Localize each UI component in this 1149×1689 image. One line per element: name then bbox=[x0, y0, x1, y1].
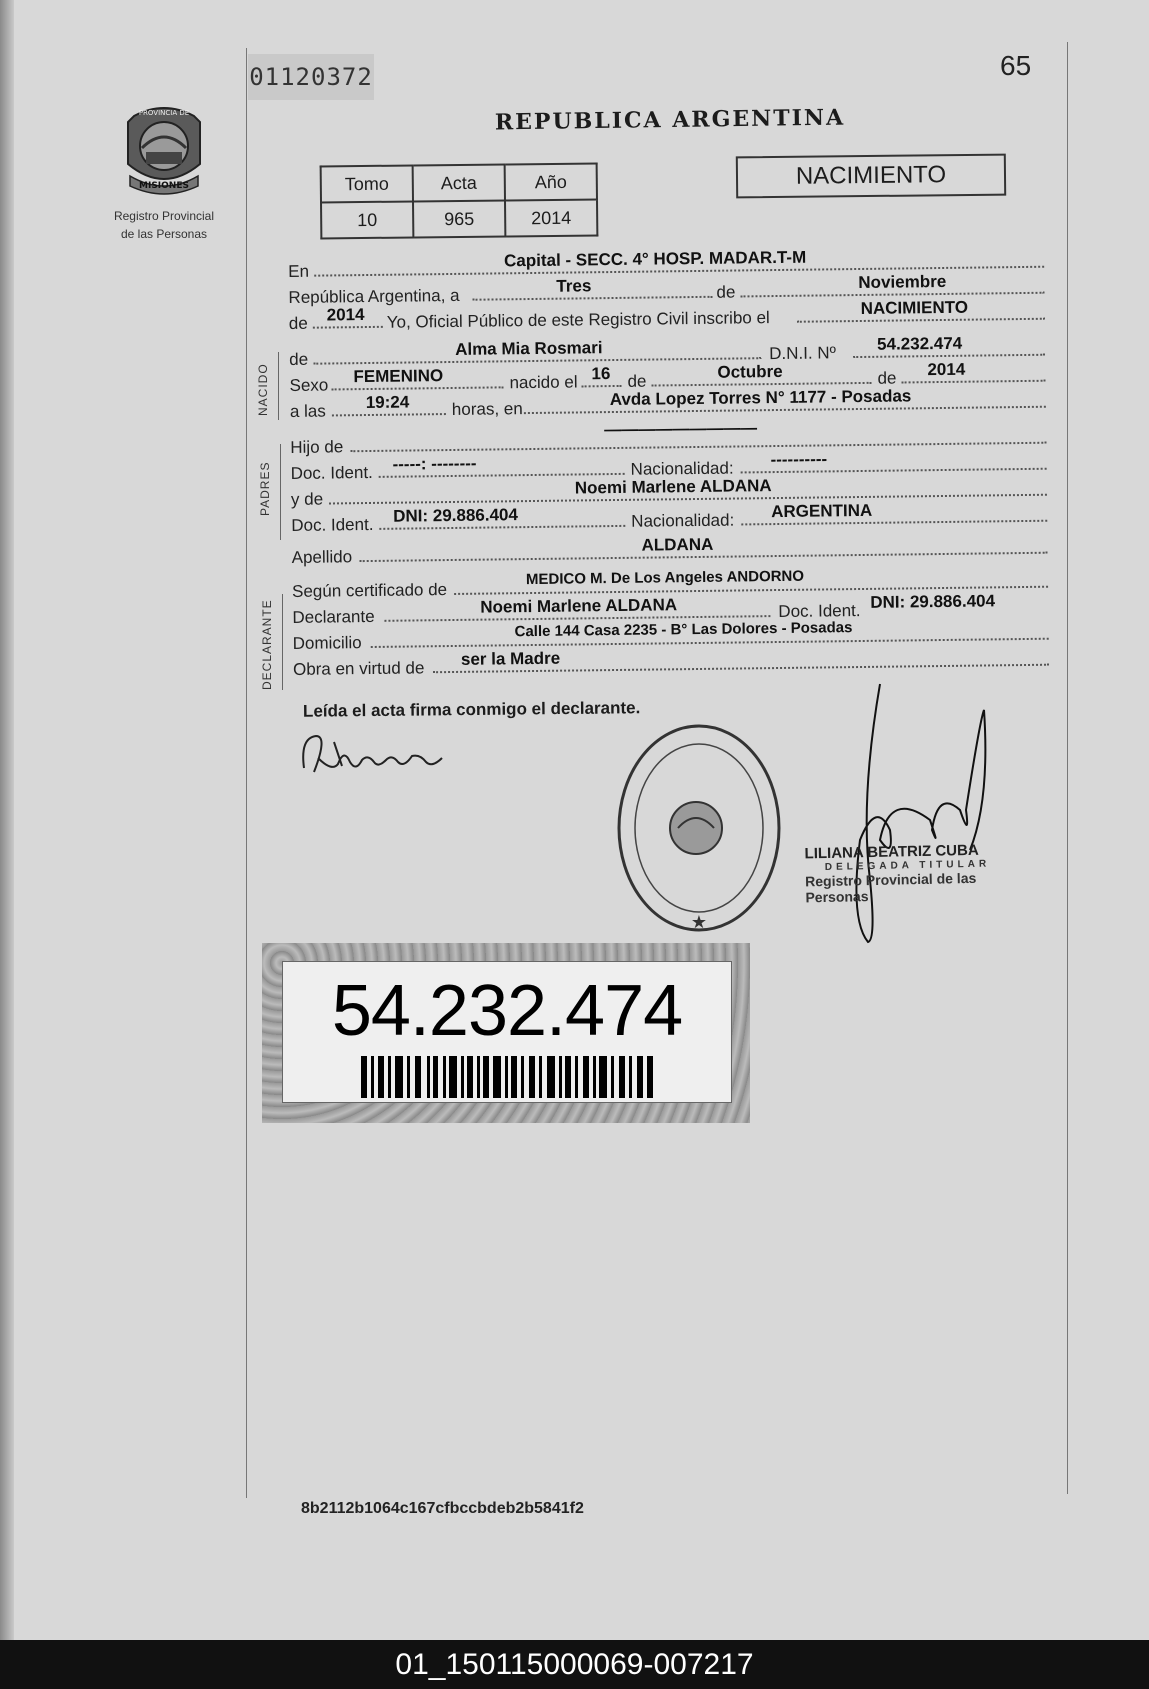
svg-text:PROVINCIA DE: PROVINCIA DE bbox=[138, 109, 190, 117]
page-number: 65 bbox=[1000, 50, 1032, 81]
dni-sticker-number: 54.232.474 bbox=[331, 971, 683, 1051]
y-de-label: y de bbox=[290, 489, 324, 509]
official-seal-icon bbox=[616, 720, 782, 944]
birth-day: 16 bbox=[591, 364, 611, 384]
padres-section-label: PADRES bbox=[258, 461, 272, 516]
barcode-icon bbox=[361, 1056, 653, 1098]
official-role: DELEGADA TITULAR bbox=[824, 858, 991, 873]
value-tomo: 10 bbox=[321, 201, 413, 238]
registration-year: 2014 bbox=[326, 305, 365, 325]
province-seal-icon bbox=[116, 102, 212, 200]
official-block bbox=[804, 841, 1035, 906]
header-tomo: Tomo bbox=[321, 165, 413, 202]
birth-month: Octubre bbox=[717, 361, 783, 382]
header-acta: Acta bbox=[413, 165, 505, 202]
de-name-label: de bbox=[289, 349, 309, 369]
padres-section-bar bbox=[280, 444, 281, 540]
declarant-doc: DNI: 29.886.404 bbox=[870, 591, 996, 612]
mother-doc: DNI: 29.886.404 bbox=[393, 505, 519, 526]
registration-day: Tres bbox=[556, 276, 592, 296]
father-nationality: ---------- bbox=[770, 449, 828, 470]
father-nationality-label: Nacionalidad: bbox=[630, 458, 734, 479]
surname: ALDANA bbox=[641, 534, 714, 555]
obra-label: Obra en virtud de bbox=[292, 658, 425, 679]
reading-statement: Leída el acta firma conmigo el declarante. bbox=[302, 698, 641, 721]
registration-month: Noviembre bbox=[858, 271, 947, 293]
birth-year: 2014 bbox=[927, 359, 966, 380]
republica-label: República Argentina, a bbox=[288, 285, 460, 307]
value-acta: 965 bbox=[413, 201, 505, 238]
dni-label: D.N.I. Nº bbox=[769, 343, 836, 364]
inscribed-event: NACIMIENTO bbox=[860, 297, 969, 318]
child-name: Alma Mia Rosmari bbox=[455, 338, 603, 359]
right-margin-line bbox=[1067, 42, 1068, 1494]
record-type-box: NACIMIENTO bbox=[736, 154, 1006, 199]
official-signature bbox=[820, 680, 1000, 950]
svg-text:★: ★ bbox=[690, 912, 708, 933]
declarant-relation: ser la Madre bbox=[460, 648, 561, 669]
de-label: de bbox=[716, 282, 736, 302]
father-doc: -----: -------- bbox=[392, 453, 477, 474]
father-name-blank: ————————— bbox=[604, 418, 758, 440]
declarante-section-bar bbox=[282, 594, 283, 690]
oficial-text: Yo, Oficial Público de este Registro Civil inscribo el bbox=[386, 308, 770, 332]
de-year-label: de bbox=[288, 313, 308, 333]
official-name: LILIANA BEATRIZ CUBA bbox=[804, 841, 979, 863]
domicilio-label: Domicilio bbox=[292, 633, 362, 653]
left-margin-line bbox=[246, 48, 247, 1498]
medical-certificate: MEDICO M. De Los Angeles ANDORNO bbox=[525, 567, 805, 589]
declarant-address: Calle 144 Casa 2235 - B° Las Dolores - Posadas bbox=[514, 619, 853, 641]
mother-name: Noemi Marlene ALDANA bbox=[574, 476, 772, 498]
en-label: En bbox=[288, 261, 310, 281]
svg-text:MISIONES: MISIONES bbox=[139, 181, 189, 191]
birth-place: Avda Lopez Torres N° 1177 - Posadas bbox=[609, 386, 912, 410]
serial-number: 01120372 bbox=[248, 54, 374, 100]
declarante-label: Declarante bbox=[292, 606, 375, 627]
document-title: REPUBLICA ARGENTINA bbox=[494, 104, 846, 136]
tomo-acta-ano-table bbox=[320, 163, 599, 240]
mother-doc-label: Doc. Ident. bbox=[291, 514, 374, 535]
apellido-label: Apellido bbox=[291, 547, 353, 567]
logo-caption-line1: Registro Provincial bbox=[113, 209, 215, 223]
a-las-label: a las bbox=[289, 401, 326, 421]
dni-sticker-panel bbox=[282, 961, 732, 1103]
birth-record-form bbox=[286, 249, 1057, 682]
registration-place: Capital - SECC. 4° HOSP. MADAR.T-M bbox=[503, 247, 807, 271]
nacido-el-label: nacido el bbox=[509, 372, 578, 393]
sexo-label: Sexo bbox=[289, 375, 329, 395]
nacido-section-bar bbox=[278, 352, 279, 420]
logo-caption-line2: de las Personas bbox=[120, 227, 208, 241]
certificado-label: Según certificado de bbox=[291, 580, 448, 601]
nacido-section-label: NACIDO bbox=[256, 363, 270, 416]
birth-time: 19:24 bbox=[365, 392, 410, 413]
father-doc-label: Doc. Ident. bbox=[290, 462, 373, 483]
header-ano: Año bbox=[505, 164, 597, 201]
document-hash: 8b2112b1064c167cfbccbdeb2b5841f2 bbox=[301, 1500, 584, 1517]
declarant-doc-label: Doc. Ident. bbox=[778, 601, 861, 622]
declarant-signature bbox=[298, 728, 448, 784]
child-dni: 54.232.474 bbox=[876, 333, 963, 354]
declarante-section-label: DECLARANTE bbox=[260, 599, 274, 690]
de-month-label: de bbox=[627, 371, 647, 391]
child-sex: FEMENINO bbox=[353, 366, 444, 387]
hijo-de-label: Hijo de bbox=[290, 437, 344, 457]
mother-nationality-label: Nacionalidad: bbox=[631, 510, 735, 531]
mother-nationality: ARGENTINA bbox=[771, 500, 873, 522]
horas-label: horas, en bbox=[451, 399, 523, 419]
value-ano: 2014 bbox=[505, 200, 597, 237]
file-id-bar: 01_150115000069-007217 bbox=[0, 1640, 1149, 1689]
de-birthyear-label: de bbox=[877, 368, 897, 388]
registry-logo bbox=[112, 102, 216, 241]
official-registry: Registro Provincial de las Personas bbox=[804, 869, 977, 906]
dni-sticker bbox=[262, 943, 750, 1123]
declarant-name: Noemi Marlene ALDANA bbox=[480, 595, 678, 617]
